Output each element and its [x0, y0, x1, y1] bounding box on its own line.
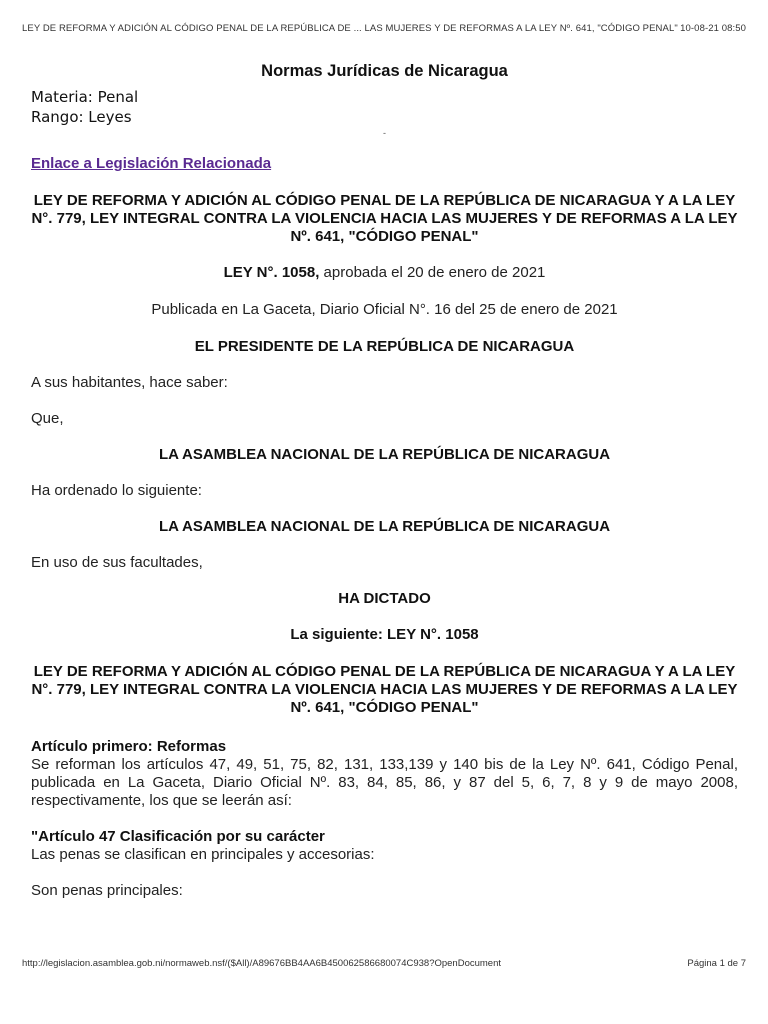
- articulo-primero-body: Se reforman los artículos 47, 49, 51, 75, 82, 131, 133,139 y 140 bis de la Ley Nº. 641, Código Penal, publicada en La Gaceta, Diario Oficial Nº. 83, 84, 85, 86, y 87 del 5, 6, 7, 8 y 9 de mayo 2008, respectivamente, los que se leerán así:: [31, 756, 738, 809]
- law-title-repeat: LEY DE REFORMA Y ADICIÓN AL CÓDIGO PENAL DE LA REPÚBLICA DE NICARAGUA Y A LA LEY N°. 779, LEY INTEGRAL CONTRA LA VIOLENCIA HACIA LAS MUJERES Y DE REFORMAS A LA LEY Nº. 641, "CÓDIGO PENAL": [31, 663, 738, 716]
- assembly-heading-2: LA ASAMBLEA NACIONAL DE LA REPÚBLICA DE NICARAGUA: [158, 518, 611, 535]
- assembly-heading-1: LA ASAMBLEA NACIONAL DE LA REPÚBLICA DE NICARAGUA: [158, 446, 611, 463]
- articulo-primero-heading: Artículo primero: Reformas: [31, 738, 227, 755]
- materia-label: Materia: Penal: [31, 88, 139, 106]
- president-heading: EL PRESIDENTE DE LA REPÚBLICA DE NICARAGUA: [194, 338, 575, 355]
- siguiente-ley-heading: La siguiente: LEY N°. 1058: [290, 626, 479, 643]
- facultades-text: En uso de sus facultades,: [31, 554, 203, 571]
- site-title: Normas Jurídicas de Nicaragua: [261, 62, 508, 80]
- law-approval-date: aprobada el 20 de enero de 2021: [319, 264, 546, 281]
- que-text: Que,: [31, 410, 64, 427]
- publication-info: Publicada en La Gaceta, Diario Oficial N°. 16 del 25 de enero de 2021: [151, 301, 618, 318]
- document-body: [31, 62, 738, 899]
- law-number-bold: LEY N°. 1058,: [223, 264, 320, 281]
- articulo-47-heading: "Artículo 47 Clasificación por su carácter: [31, 828, 325, 845]
- page-number: Página 1 de 7: [687, 958, 746, 969]
- rango-label: Rango: Leyes: [31, 108, 132, 126]
- habitantes-text: A sus habitantes, hace saber:: [31, 374, 228, 391]
- ha-dictado-heading: HA DICTADO: [338, 590, 431, 607]
- ordenado-text: Ha ordenado lo siguiente:: [31, 482, 202, 499]
- print-header-datetime: 10-08-21 08:50: [680, 23, 746, 34]
- articulo-47-body: Las penas se clasifican en principales y accesorias:: [31, 846, 375, 863]
- page-url: http://legislacion.asamblea.gob.ni/normaweb.nsf/($All)/A89676BB4AA6B450062586680074C938?OpenDocument: [22, 958, 502, 969]
- law-title: LEY DE REFORMA Y ADICIÓN AL CÓDIGO PENAL DE LA REPÚBLICA DE NICARAGUA Y A LA LEY N°. 779, LEY INTEGRAL CONTRA LA VIOLENCIA HACIA LAS MUJERES Y DE REFORMAS A LA LEY Nº. 641, "CÓDIGO PENAL": [31, 192, 738, 245]
- law-number: [31, 264, 738, 281]
- print-header: [0, 0, 768, 56]
- print-header-title: LEY DE REFORMA Y ADICIÓN AL CÓDIGO PENAL DE LA REPÚBLICA DE ... LAS MUJERES Y DE REFORMAS A LA LEY Nº. 641, "CÓDIGO PENAL": [22, 23, 678, 34]
- related-legislation-link[interactable]: Enlace a Legislación Relacionada: [31, 155, 272, 172]
- separator-dot: -: [383, 128, 386, 138]
- penas-principales-text: Son penas principales:: [31, 882, 183, 899]
